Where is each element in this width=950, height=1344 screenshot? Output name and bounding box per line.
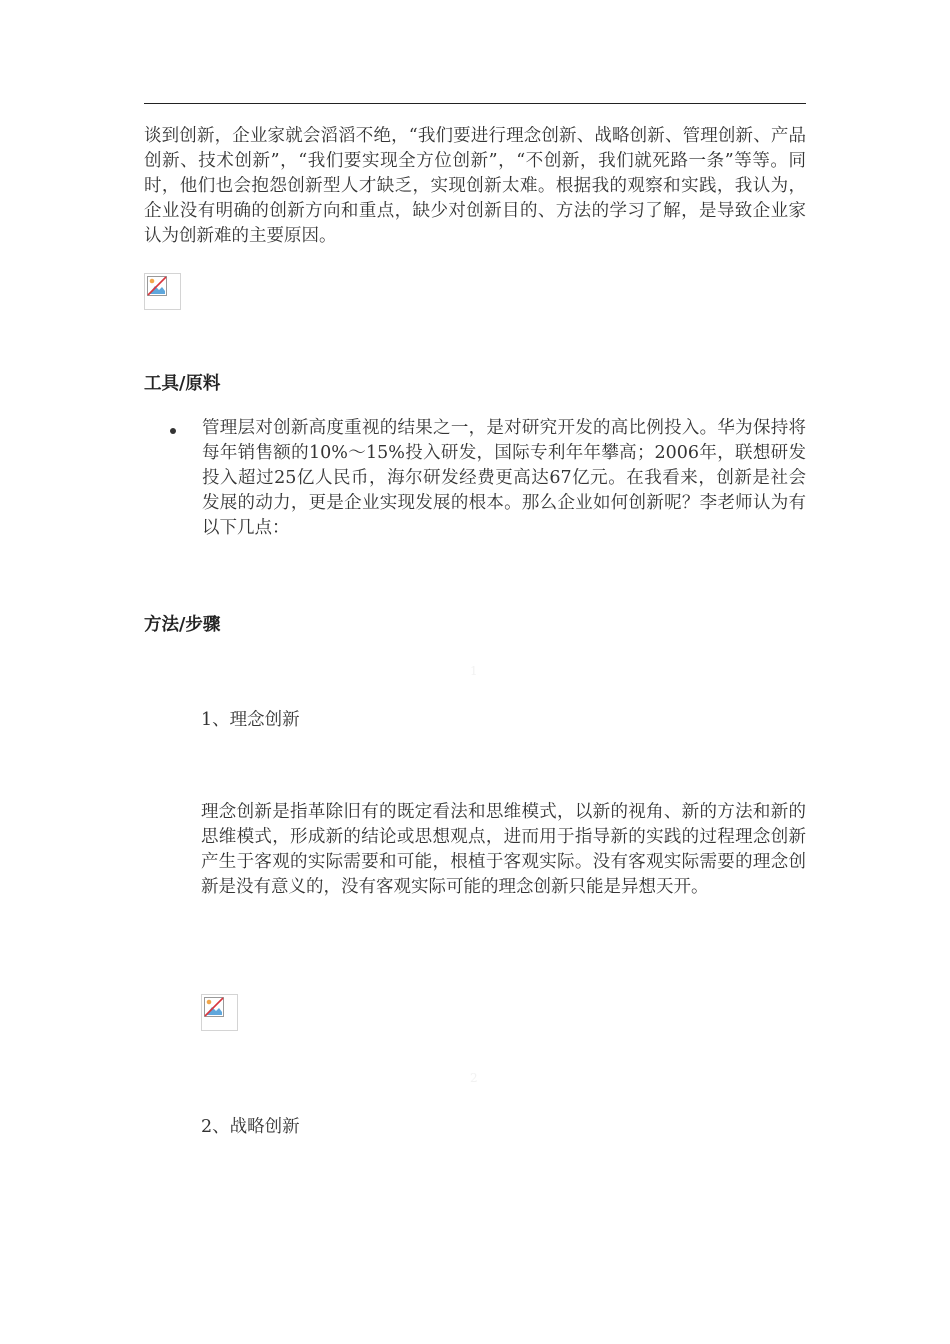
- tools-heading: 工具/原料: [144, 374, 221, 394]
- broken-image-icon: [201, 994, 238, 1031]
- broken-image-icon: [144, 273, 181, 310]
- steps-heading: 方法/步骤: [144, 615, 221, 635]
- step-1-label: 1、理念创新: [201, 710, 300, 730]
- intro-paragraph: 谈到创新，企业家就会滔滔不绝，“我们要进行理念创新、战略创新、管理创新、产品创新、技术创新”，“我们要实现全方位创新”，“不创新，我们就死路一条”等等。同时，他们也会抱怨创新型人才缺乏，实现创新太难。根据我的观察和实践，我认为，企业没有明确的创新方向和重点，缺少对创新目的、方法的学习了解，是导致企业家认为创新难的主要原因。: [144, 126, 806, 246]
- step-number-marker: 1: [470, 664, 478, 678]
- step-number-marker: 2: [470, 1071, 478, 1085]
- step-2-label: 2、战略创新: [201, 1117, 300, 1137]
- step-1-body: 理念创新是指革除旧有的既定看法和思维模式，以新的视角、新的方法和新的思维模式，形成新的结论或思想观点，进而用于指导新的实践的过程理念创新产生于客观的实际需要和可能，根植于客观实际。没有客观实际需要的理念创新是没有意义的，没有客观实际可能的理念创新只能是异想天开。: [201, 802, 806, 897]
- tools-bullet-text: 管理层对创新高度重视的结果之一，是对研究开发的高比例投入。华为保持将每年销售额的10%～15%投入研发，国际专利年年攀高；2006年，联想研发投入超过25亿人民币，海尔研发经费更高达67亿元。在我看来，创新是社会发展的动力，更是企业实现发展的根本。那么企业如何创新呢？李老师认为有以下几点：: [202, 418, 806, 538]
- header-rule: [144, 103, 806, 104]
- bullet-marker: [170, 428, 176, 434]
